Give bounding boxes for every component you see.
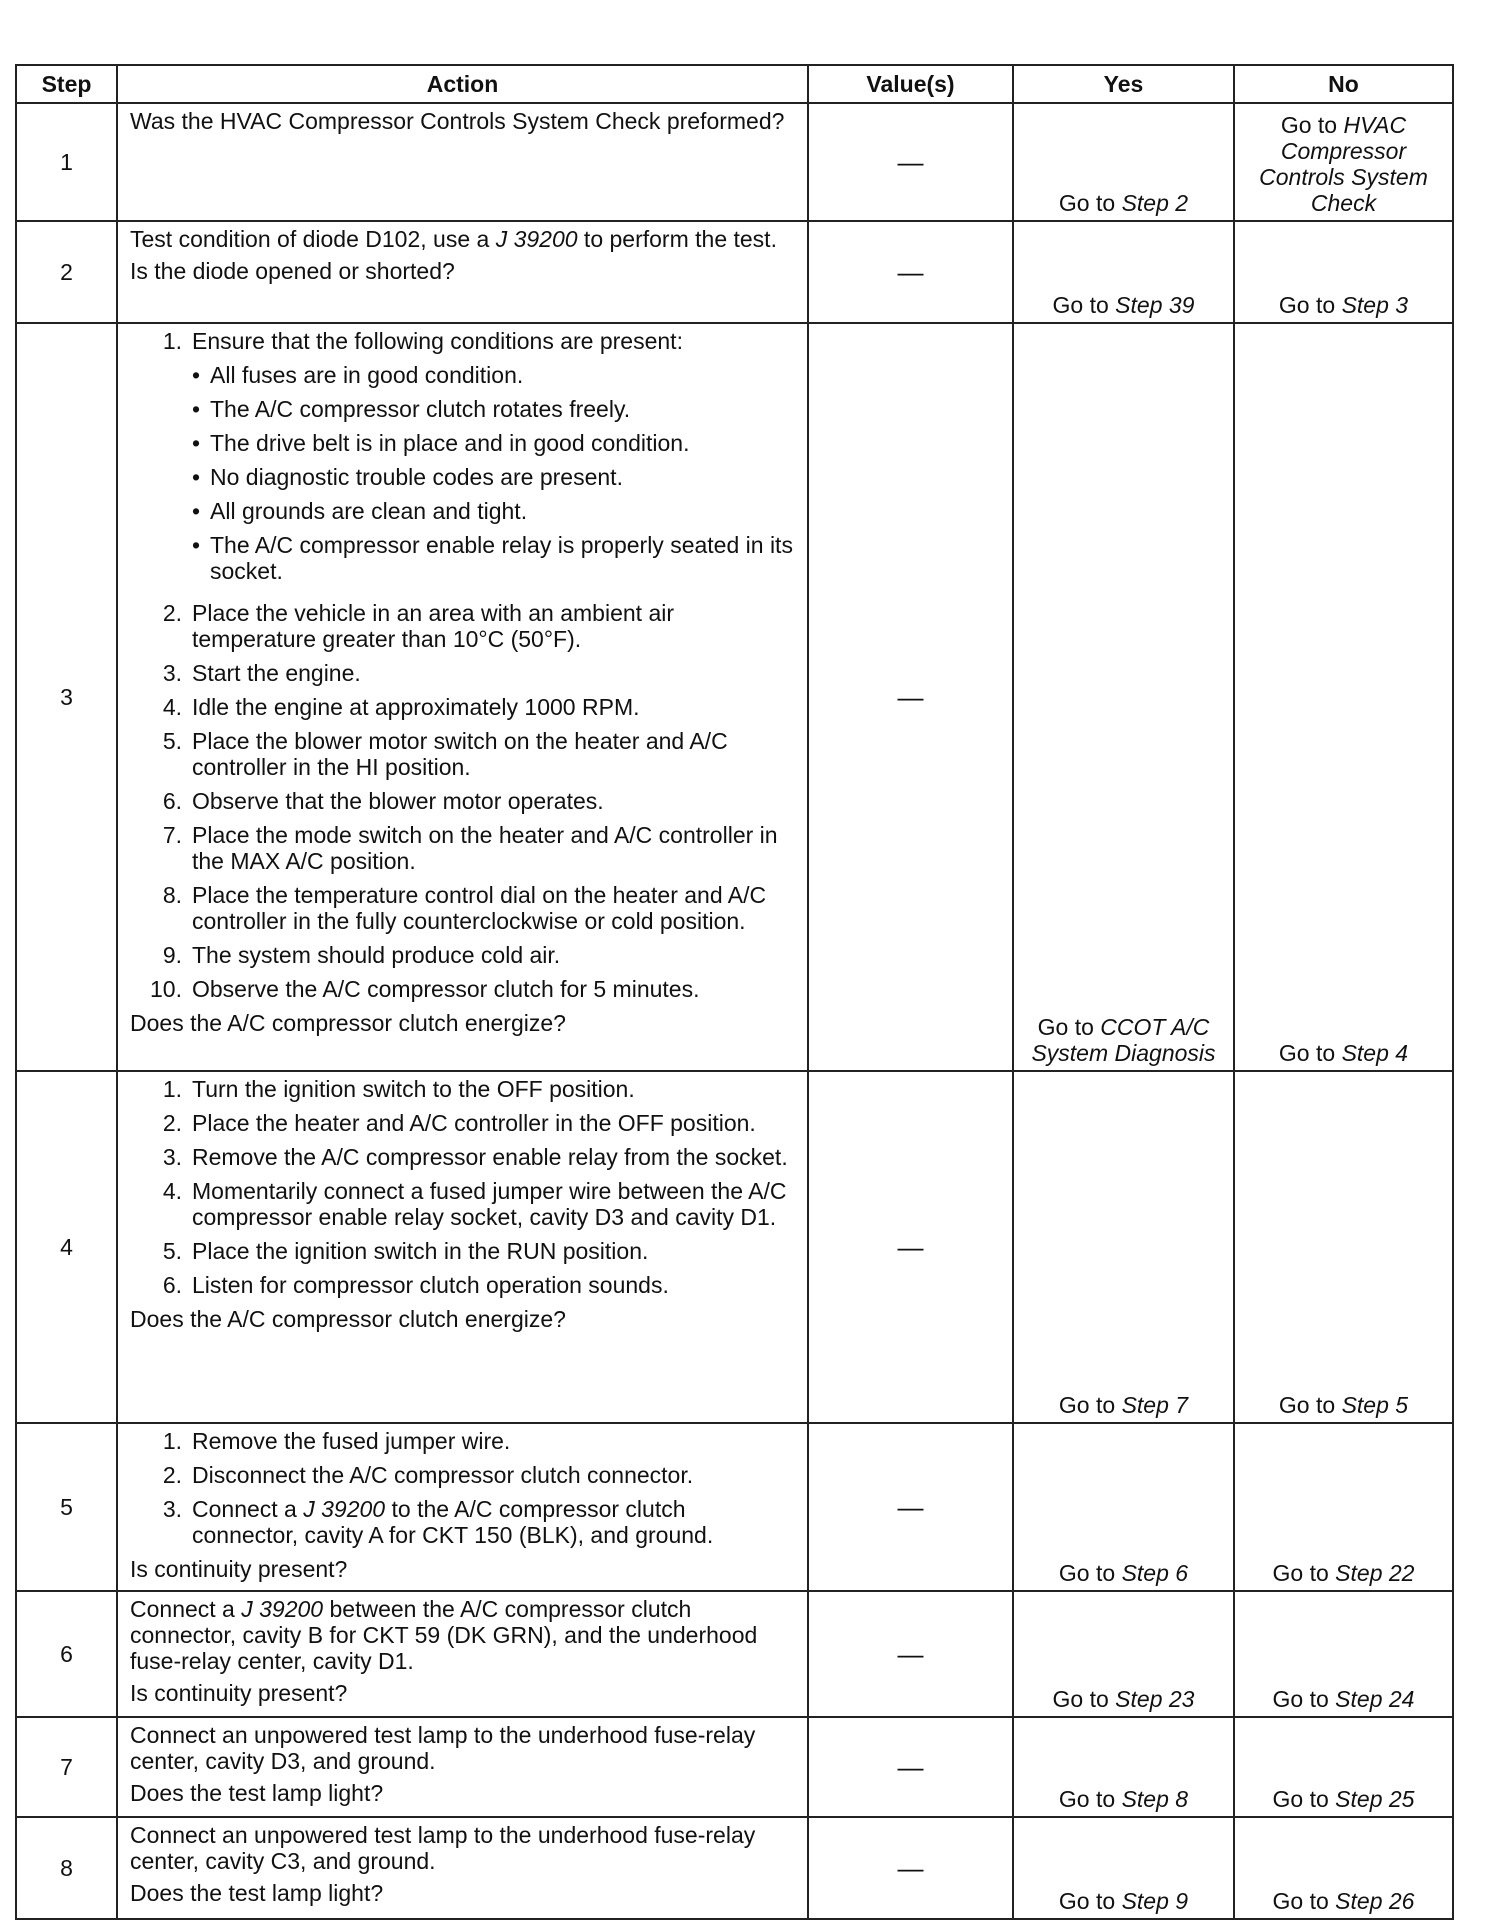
action-cell bbox=[117, 1071, 808, 1423]
item-number: 1. bbox=[162, 328, 182, 354]
yes-cell bbox=[1013, 1717, 1234, 1817]
table-row bbox=[16, 1717, 1453, 1817]
step-number: 7 bbox=[16, 1717, 117, 1817]
bullet-icon: • bbox=[192, 430, 201, 456]
no-link[interactable]: Step 24 bbox=[1335, 1686, 1415, 1712]
yes-cell bbox=[1013, 1071, 1234, 1423]
list-item bbox=[130, 1428, 797, 1454]
step-number: 2 bbox=[16, 221, 117, 323]
no-cell bbox=[1234, 1071, 1453, 1423]
bullet-item bbox=[192, 396, 797, 422]
yes-link[interactable]: CCOT A/C System Diagnosis bbox=[1031, 1014, 1216, 1066]
question-text: Is the diode opened or shorted? bbox=[130, 258, 455, 284]
value-cell: — bbox=[808, 1817, 1013, 1919]
action-text-part: to perform the test. bbox=[577, 226, 777, 252]
value-cell: — bbox=[808, 323, 1013, 1071]
yes-link[interactable]: Step 8 bbox=[1121, 1786, 1189, 1812]
action-text-part: Connect a bbox=[130, 1596, 242, 1622]
list-item bbox=[130, 942, 797, 968]
item-text: Remove the A/C compressor enable relay from the socket. bbox=[192, 1144, 788, 1170]
yes-link[interactable]: Step 7 bbox=[1121, 1392, 1189, 1418]
action-text: Connect an unpowered test lamp to the underhood fuse-relay center, cavity C3, and ground. bbox=[130, 1822, 756, 1874]
value-cell: — bbox=[808, 1423, 1013, 1591]
bullet-icon: • bbox=[192, 532, 201, 558]
header-row bbox=[16, 65, 1453, 103]
no-link[interactable]: Step 3 bbox=[1341, 292, 1409, 318]
item-text: Observe that the blower motor operates. bbox=[192, 788, 604, 814]
yes-link[interactable]: Step 23 bbox=[1115, 1686, 1195, 1712]
bullet-text: No diagnostic trouble codes are present. bbox=[210, 464, 623, 490]
bullet-icon: • bbox=[192, 396, 201, 422]
item-text-part: to the A/C compressor clutch connector, cavity A for CKT 150 (BLK), and ground. bbox=[192, 1496, 714, 1548]
list-item bbox=[130, 1496, 797, 1548]
bullet-icon: • bbox=[192, 498, 201, 524]
no-link[interactable]: Step 4 bbox=[1341, 1040, 1409, 1066]
header-yes: Yes bbox=[1013, 65, 1234, 103]
item-text: Place the ignition switch in the RUN position. bbox=[192, 1238, 649, 1264]
table-row bbox=[16, 1591, 1453, 1717]
list-item bbox=[130, 1144, 797, 1170]
bullet-item bbox=[192, 430, 797, 456]
bullet-text: The A/C compressor clutch rotates freely. bbox=[210, 396, 631, 422]
yes-cell bbox=[1013, 221, 1234, 323]
no-prefix: Go to bbox=[1278, 1392, 1342, 1418]
action-text-part: between the A/C compressor clutch connector, cavity B for CKT 59 (DK GRN), and the underhood fuse-relay center, cavity D1. bbox=[130, 1596, 758, 1674]
item-number: 7. bbox=[162, 822, 182, 848]
item-text: Idle the engine at approximately 1000 RPM. bbox=[192, 694, 640, 720]
tool-reference: J 39200 bbox=[241, 1596, 324, 1622]
table-row bbox=[16, 1423, 1453, 1591]
table-row bbox=[16, 1071, 1453, 1423]
header-step: Step bbox=[16, 65, 117, 103]
step-number: 8 bbox=[16, 1817, 117, 1919]
no-prefix: Go to bbox=[1272, 1786, 1336, 1812]
item-text: Momentarily connect a fused jumper wire between the A/C compressor enable relay socket, cavity D3 and cavity D1. bbox=[192, 1178, 787, 1230]
bullet-item bbox=[192, 362, 797, 388]
bullet-icon: • bbox=[192, 362, 201, 388]
no-cell bbox=[1234, 1717, 1453, 1817]
header-values: Value(s) bbox=[808, 65, 1013, 103]
yes-link[interactable]: Step 2 bbox=[1121, 190, 1189, 216]
no-cell bbox=[1234, 1591, 1453, 1717]
action-cell bbox=[117, 1423, 808, 1591]
item-text: Turn the ignition switch to the OFF position. bbox=[192, 1076, 635, 1102]
item-text bbox=[192, 1496, 797, 1548]
yes-cell bbox=[1013, 1817, 1234, 1919]
action-cell bbox=[117, 103, 808, 221]
question-text: Does the A/C compressor clutch energize? bbox=[130, 1306, 566, 1332]
list-item bbox=[130, 882, 797, 934]
bullet-text: The drive belt is in place and in good condition. bbox=[210, 430, 690, 456]
no-prefix: Go to bbox=[1272, 1686, 1336, 1712]
list-item bbox=[130, 728, 797, 780]
value-cell: — bbox=[808, 221, 1013, 323]
question-text: Is continuity present? bbox=[130, 1680, 348, 1706]
item-text: The system should produce cold air. bbox=[192, 942, 561, 968]
table-row bbox=[16, 103, 1453, 221]
yes-prefix: Go to bbox=[1058, 1560, 1122, 1586]
question-text: Does the A/C compressor clutch energize? bbox=[130, 1010, 566, 1036]
yes-cell bbox=[1013, 1423, 1234, 1591]
yes-cell bbox=[1013, 1591, 1234, 1717]
no-link[interactable]: Step 26 bbox=[1335, 1888, 1415, 1914]
item-number: 3. bbox=[162, 660, 182, 686]
yes-link[interactable]: Step 6 bbox=[1121, 1560, 1189, 1586]
yes-cell bbox=[1013, 323, 1234, 1071]
no-link[interactable]: Step 25 bbox=[1335, 1786, 1415, 1812]
item-text-part: Connect a bbox=[192, 1496, 304, 1522]
no-link[interactable]: Step 22 bbox=[1335, 1560, 1415, 1586]
procedure-list bbox=[130, 1428, 797, 1548]
list-item bbox=[130, 1272, 797, 1298]
step-number: 3 bbox=[16, 323, 117, 1071]
bullet-text: The A/C compressor enable relay is properly seated in its socket. bbox=[210, 532, 793, 584]
list-item bbox=[130, 976, 797, 1002]
item-text: Place the blower motor switch on the heater and A/C controller in the HI position. bbox=[192, 728, 728, 780]
no-cell bbox=[1234, 1423, 1453, 1591]
yes-link[interactable]: Step 9 bbox=[1121, 1888, 1189, 1914]
table-row bbox=[16, 323, 1453, 1071]
action-cell bbox=[117, 221, 808, 323]
yes-link[interactable]: Step 39 bbox=[1115, 292, 1195, 318]
item-number: 2. bbox=[162, 1110, 182, 1136]
value-cell: — bbox=[808, 1071, 1013, 1423]
tool-reference: J 39200 bbox=[303, 1496, 386, 1522]
item-number: 5. bbox=[162, 728, 182, 754]
item-number: 8. bbox=[162, 882, 182, 908]
yes-prefix: Go to bbox=[1052, 292, 1116, 318]
item-number: 10. bbox=[150, 976, 182, 1002]
action-cell bbox=[117, 1817, 808, 1919]
item-text: Place the vehicle in an area with an ambient air temperature greater than 10°C (50°F). bbox=[192, 600, 675, 652]
item-number: 4. bbox=[162, 1178, 182, 1204]
value-cell: — bbox=[808, 1717, 1013, 1817]
diagnostic-table bbox=[15, 64, 1454, 1920]
action-text: Was the HVAC Compressor Controls System Check preformed? bbox=[130, 108, 785, 134]
yes-cell bbox=[1013, 103, 1234, 221]
action-cell bbox=[117, 323, 808, 1071]
table-row bbox=[16, 221, 1453, 323]
no-prefix: Go to bbox=[1278, 292, 1342, 318]
bullet-item bbox=[192, 532, 797, 584]
list-item bbox=[130, 1178, 797, 1230]
no-prefix: Go to bbox=[1272, 1888, 1336, 1914]
table-row bbox=[16, 1817, 1453, 1919]
step-number: 1 bbox=[16, 103, 117, 221]
item-text: Disconnect the A/C compressor clutch connector. bbox=[192, 1462, 694, 1488]
no-cell bbox=[1234, 221, 1453, 323]
step-number: 6 bbox=[16, 1591, 117, 1717]
step-number: 5 bbox=[16, 1423, 117, 1591]
condition-list bbox=[192, 362, 797, 584]
value-cell: — bbox=[808, 1591, 1013, 1717]
bullet-icon: • bbox=[192, 464, 201, 490]
item-number: 9. bbox=[162, 942, 182, 968]
question-text: Does the test lamp light? bbox=[130, 1780, 384, 1806]
item-text: Start the engine. bbox=[192, 660, 361, 686]
no-prefix: Go to bbox=[1280, 112, 1344, 138]
yes-prefix: Go to bbox=[1058, 1888, 1122, 1914]
no-prefix: Go to bbox=[1278, 1040, 1342, 1066]
yes-prefix: Go to bbox=[1052, 1686, 1116, 1712]
yes-prefix: Go to bbox=[1037, 1014, 1101, 1040]
item-text: Place the heater and A/C controller in the OFF position. bbox=[192, 1110, 756, 1136]
list-item bbox=[130, 328, 797, 592]
action-cell bbox=[117, 1717, 808, 1817]
item-text: Remove the fused jumper wire. bbox=[192, 1428, 511, 1454]
step-number: 4 bbox=[16, 1071, 117, 1423]
procedure-list bbox=[130, 1076, 797, 1298]
action-text-part: Test condition of diode D102, use a bbox=[130, 226, 496, 252]
value-cell: — bbox=[808, 103, 1013, 221]
item-number: 3. bbox=[162, 1496, 182, 1522]
list-item bbox=[130, 1110, 797, 1136]
item-text: Place the temperature control dial on the heater and A/C controller in the fully counterclockwise or cold position. bbox=[192, 882, 767, 934]
list-item bbox=[130, 822, 797, 874]
action-text bbox=[130, 1596, 797, 1674]
item-text: Listen for compressor clutch operation sounds. bbox=[192, 1272, 669, 1298]
item-number: 5. bbox=[162, 1238, 182, 1264]
bullet-item bbox=[192, 498, 797, 524]
list-item bbox=[130, 660, 797, 686]
action-cell bbox=[117, 1591, 808, 1717]
item-number: 1. bbox=[162, 1076, 182, 1102]
item-text: Place the mode switch on the heater and A/C controller in the MAX A/C position. bbox=[192, 822, 778, 874]
bullet-text: All grounds are clean and tight. bbox=[210, 498, 528, 524]
item-text: Ensure that the following conditions are present: bbox=[192, 328, 683, 354]
list-item bbox=[130, 694, 797, 720]
no-cell bbox=[1234, 103, 1453, 221]
no-link[interactable]: Step 5 bbox=[1341, 1392, 1409, 1418]
item-text: Observe the A/C compressor clutch for 5 minutes. bbox=[192, 976, 700, 1002]
item-number: 2. bbox=[162, 1462, 182, 1488]
action-text bbox=[130, 226, 797, 252]
tool-reference: J 39200 bbox=[495, 226, 578, 252]
item-number: 1. bbox=[162, 1428, 182, 1454]
action-text: Connect an unpowered test lamp to the underhood fuse-relay center, cavity D3, and ground. bbox=[130, 1722, 756, 1774]
bullet-item bbox=[192, 464, 797, 490]
item-number: 3. bbox=[162, 1144, 182, 1170]
procedure-list bbox=[130, 328, 797, 1002]
no-link[interactable]: HVAC Compressor Controls System Check bbox=[1259, 112, 1428, 216]
list-item bbox=[130, 600, 797, 652]
header-no: No bbox=[1234, 65, 1453, 103]
list-item bbox=[130, 1076, 797, 1102]
yes-prefix: Go to bbox=[1058, 1392, 1122, 1418]
list-item bbox=[130, 1238, 797, 1264]
item-number: 4. bbox=[162, 694, 182, 720]
bullet-text: All fuses are in good condition. bbox=[210, 362, 524, 388]
item-number: 6. bbox=[162, 1272, 182, 1298]
item-number: 6. bbox=[162, 788, 182, 814]
list-item bbox=[130, 1462, 797, 1488]
no-cell bbox=[1234, 1817, 1453, 1919]
header-action: Action bbox=[117, 65, 808, 103]
no-cell bbox=[1234, 323, 1453, 1071]
list-item bbox=[130, 788, 797, 814]
question-text: Does the test lamp light? bbox=[130, 1880, 384, 1906]
yes-prefix: Go to bbox=[1058, 190, 1122, 216]
yes-prefix: Go to bbox=[1058, 1786, 1122, 1812]
no-prefix: Go to bbox=[1272, 1560, 1336, 1586]
item-number: 2. bbox=[162, 600, 182, 626]
question-text: Is continuity present? bbox=[130, 1556, 348, 1582]
